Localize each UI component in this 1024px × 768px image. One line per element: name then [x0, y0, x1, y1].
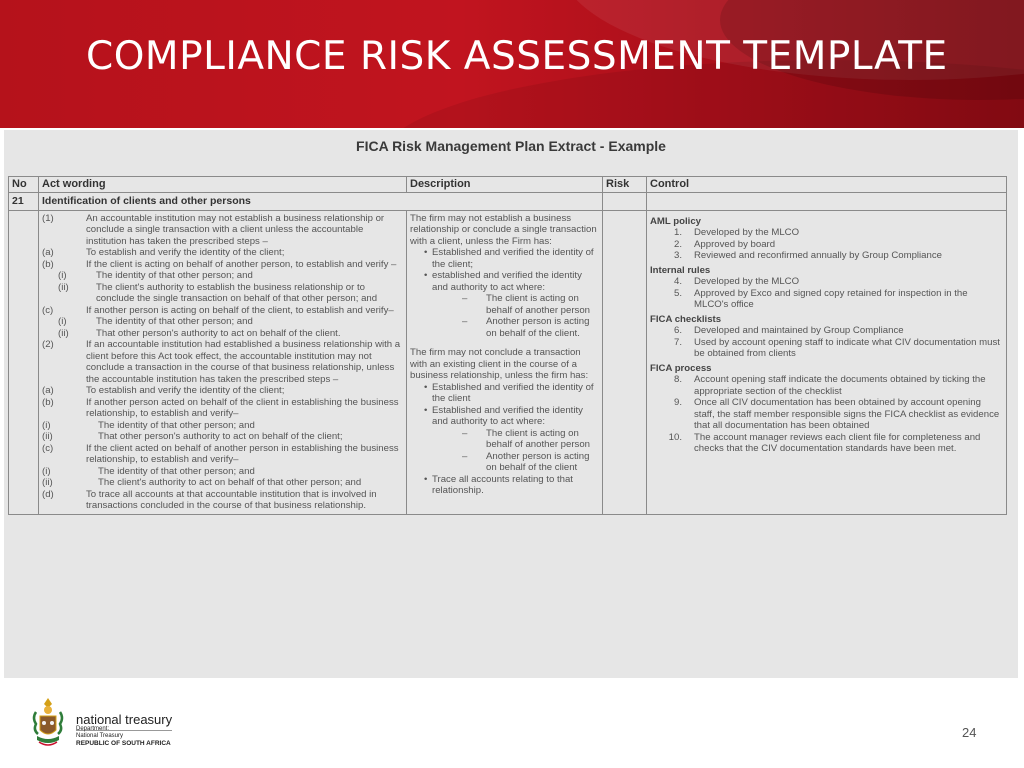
control-item-text: Developed and maintained by Group Compliance	[694, 325, 904, 337]
act-wording-line	[42, 328, 403, 340]
clause-text: An accountable institution may not establish a business relationship or conclude a single transaction with a client unless the accountable institution has taken the prescribed steps –	[86, 212, 385, 247]
header-description: Description	[407, 177, 603, 193]
clause-text: If an accountable institution had established a business relationship with a client before this Act took effect, the accountable institution may not conclude a transaction in the course of that business relationship, unless the accountable institution has taken the prescribed steps –	[86, 339, 401, 385]
section-row	[9, 193, 1007, 211]
control-item-number: 7.	[673, 336, 682, 348]
footer	[0, 680, 1024, 768]
header-risk: Risk	[603, 177, 647, 193]
description-cell	[407, 210, 603, 514]
table-header-row	[9, 177, 1007, 193]
table-row	[9, 210, 1007, 514]
clause-text: If another person acted on behalf of the client in establishing the business relationship, to establish and verify–	[86, 396, 399, 420]
description-line: – The client is acting on behalf of another person	[410, 428, 599, 451]
control-item	[650, 288, 1003, 311]
control-item-text: Approved by Exco and signed copy retained for inspection in the MLCO's office	[694, 287, 968, 311]
control-item-number: 2.	[673, 238, 682, 250]
description-line: The firm may not conclude a transaction with an existing client in the course of a business relationship, unless the firm has:	[410, 347, 589, 382]
fica-table	[8, 176, 1007, 515]
control-item-text: Reviewed and reconfirmed annually by Group Compliance	[694, 250, 942, 262]
clause-text: If the client is acting on behalf of another person, to establish and verify –	[86, 258, 397, 270]
control-cell	[647, 193, 1007, 211]
control-item-number: 9.	[673, 397, 682, 409]
control-item-text: Developed by the MLCO	[694, 276, 800, 288]
control-item-number: 8.	[673, 374, 682, 386]
slide-title: COMPLIANCE RISK ASSESSMENT TEMPLATE	[86, 34, 948, 79]
clause-marker: (i)	[42, 419, 51, 431]
act-wording-line	[42, 431, 403, 443]
control-group-heading: FICA checklists	[650, 313, 722, 325]
scanned-document	[4, 130, 1018, 678]
org-name: national treasury	[76, 712, 173, 727]
act-wording-line	[42, 477, 403, 489]
act-wording-line	[42, 316, 403, 328]
header-no: No	[9, 177, 39, 193]
control-item-text: Once all CIV documentation has been obtained by account opening staff, the staff member responsible signs the FICA checklist as evidence that all documentation has been obtained	[694, 397, 1000, 432]
clause-marker: (a)	[42, 247, 54, 259]
control-item	[650, 374, 1003, 397]
section-title: Identification of clients and other persons	[39, 193, 603, 211]
clause-marker: (b)	[42, 396, 54, 408]
clause-text: The client's authority to establish the business relationship or to conclude the single transaction on behalf of that other person; and	[96, 281, 378, 305]
description-line: • Established and verified the identity of the client	[410, 382, 599, 405]
clause-text: The identity of that other person; and	[98, 419, 255, 431]
control-item	[650, 337, 1003, 360]
clause-marker: (ii)	[58, 327, 69, 339]
clause-text: To establish and verify the identity of the client;	[86, 247, 285, 259]
act-wording-line	[42, 259, 403, 271]
clause-marker: (ii)	[58, 281, 69, 293]
clause-text: If the client acted on behalf of another person in establishing the business relationship, to establish and verify–	[86, 442, 399, 466]
description-line: • established and verified the identity and authority to act where:	[410, 270, 599, 293]
act-wording-line	[42, 270, 403, 282]
act-wording-line	[42, 339, 403, 385]
clause-marker: (i)	[58, 270, 67, 282]
clause-marker: (d)	[42, 488, 54, 500]
control-item-text: Developed by the MLCO	[694, 227, 800, 239]
act-wording-line	[42, 397, 403, 420]
control-item	[650, 397, 1003, 432]
control-item-number: 5.	[673, 287, 682, 299]
control-item-text: Account opening staff indicate the documents obtained by ticking the appropriate section of the checklist	[694, 374, 986, 397]
control-item-number: 6.	[673, 325, 682, 337]
clause-text: The client's authority to act on behalf of that other person; and	[98, 477, 362, 489]
control-group-heading: FICA process	[650, 362, 712, 374]
clause-text: That other person's authority to act on behalf of the client.	[96, 327, 341, 339]
clause-marker: (ii)	[42, 477, 53, 489]
control-item	[650, 227, 1003, 239]
control-item-number: 1.	[673, 227, 682, 239]
control-item-text: Approved by board	[694, 238, 776, 250]
header-act-wording: Act wording	[39, 177, 407, 193]
description-line: The firm may not establish a business relationship or conclude a single transaction with a client, unless the Firm has:	[410, 212, 597, 247]
control-item	[650, 250, 1003, 262]
description-line: – Another person is acting on behalf of the client.	[410, 316, 599, 339]
clause-marker: (i)	[42, 465, 51, 477]
description-line: • Trace all accounts relating to that relationship.	[410, 474, 599, 497]
clause-marker: (c)	[42, 304, 54, 316]
spacer	[410, 339, 599, 347]
control-item-number: 4.	[673, 276, 682, 288]
control-group-heading: Internal rules	[650, 264, 711, 276]
description-line: – The client is acting on behalf of another person	[410, 293, 599, 316]
clause-text: To trace all accounts at that accountable institution that is involved in transactions concluded in the course of that business relationship.	[86, 488, 377, 512]
header-control: Control	[647, 177, 1007, 193]
page-number: 24	[962, 725, 977, 740]
control-item	[650, 432, 1003, 455]
control-item	[650, 276, 1003, 288]
control-item	[650, 325, 1003, 337]
clause-text: The identity of that other person; and	[98, 465, 255, 477]
clause-marker: (2)	[42, 339, 54, 351]
clause-marker: (i)	[58, 316, 67, 328]
control-cell	[647, 210, 1007, 514]
description-line: • Established and verified the identity and authority to act where:	[410, 405, 599, 428]
risk-cell	[603, 210, 647, 514]
act-wording-line	[42, 420, 403, 432]
act-wording-line	[42, 466, 403, 478]
clause-marker: (1)	[42, 212, 54, 224]
clause-text: The identity of that other person; and	[96, 270, 253, 282]
description-line: – Another person is acting on behalf of the client	[410, 451, 599, 474]
clause-text: If another person is acting on behalf of the client, to establish and verify–	[86, 304, 394, 316]
document-title: FICA Risk Management Plan Extract - Example	[356, 138, 666, 154]
act-wording-cell	[39, 210, 407, 514]
act-wording-line	[42, 385, 403, 397]
clause-text: The identity of that other person; and	[96, 316, 253, 328]
control-group-heading: AML policy	[650, 215, 701, 227]
clause-marker: (a)	[42, 385, 54, 397]
act-wording-line	[42, 247, 403, 259]
control-item	[650, 239, 1003, 251]
risk-cell	[603, 193, 647, 211]
coat-of-arms-icon	[30, 696, 66, 752]
department-label: Department: National Treasury	[76, 726, 124, 739]
clause-text: That other person's authority to act on behalf of the client;	[98, 431, 343, 443]
description-line: • Established and verified the identity of the client;	[410, 247, 599, 270]
control-item-number: 3.	[673, 250, 682, 262]
act-wording-line	[42, 443, 403, 466]
country-label: REPUBLIC OF SOUTH AFRICA	[76, 740, 171, 747]
clause-marker: (c)	[42, 442, 54, 454]
control-item-text: Used by account opening staff to indicate what CIV documentation must be obtained from clients	[694, 336, 1000, 360]
control-item-number: 10.	[668, 431, 682, 443]
no-cell	[9, 210, 39, 514]
clause-text: To establish and verify the identity of the client;	[86, 385, 285, 397]
title-banner	[0, 0, 1024, 128]
control-item-text: The account manager reviews each client file for completeness and checks that the CIV documentation standards have been met.	[694, 431, 981, 455]
clause-marker: (b)	[42, 258, 54, 270]
act-wording-line	[42, 282, 403, 305]
clause-marker: (ii)	[42, 431, 53, 443]
act-wording-line	[42, 213, 403, 248]
section-number: 21	[9, 193, 39, 211]
act-wording-line	[42, 305, 403, 317]
act-wording-line	[42, 489, 403, 512]
